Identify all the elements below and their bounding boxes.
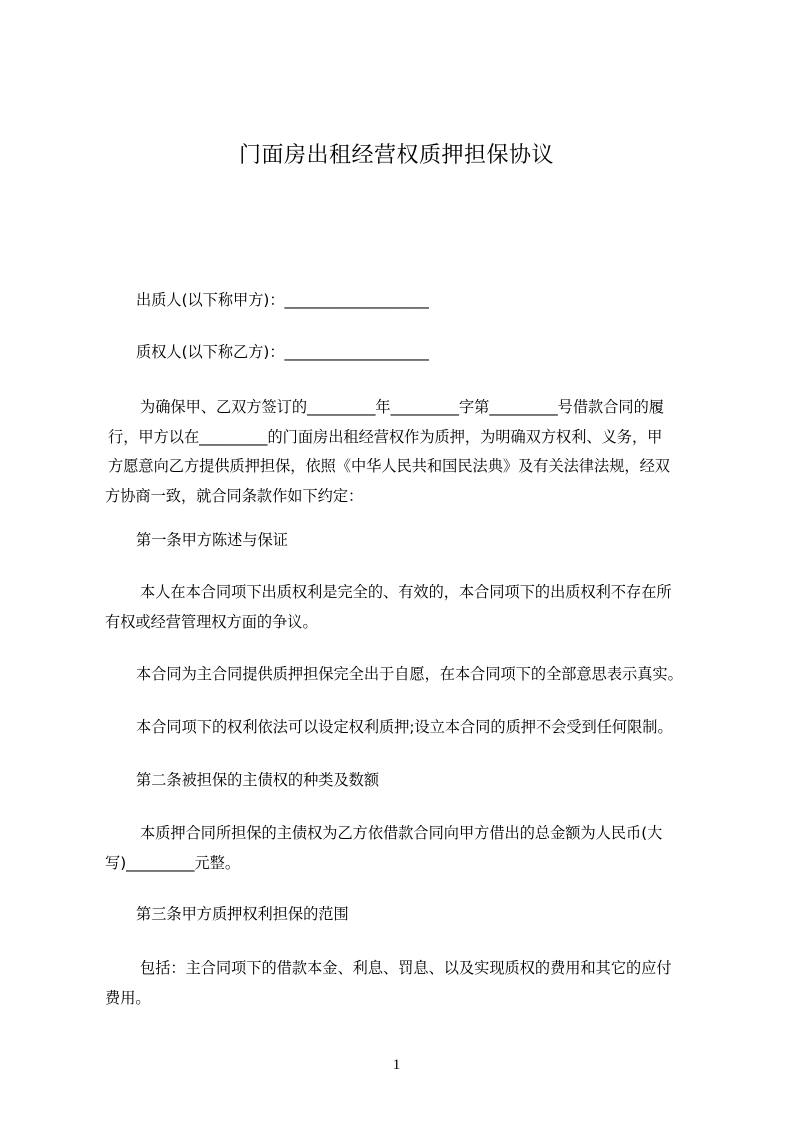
article1-para1-line: 有权或经营管理权方面的争议。 <box>105 612 318 631</box>
article2-para-line: 写)_________元整。 <box>105 853 241 872</box>
pledgor-line: 出质人(以下称甲方)：___________________ <box>136 291 429 309</box>
intro-line: 方协商一致，就合同条款作如下约定： <box>105 486 364 505</box>
article3-heading: 第三条甲方质押权利担保的范围 <box>136 905 349 923</box>
intro-line: 为确保甲、乙双方签订的_________年_________字第_________号借款合同的履 <box>140 398 664 416</box>
pledgee-line: 质权人(以下称乙方)：___________________ <box>136 343 429 361</box>
article3-paragraph <box>105 954 705 1013</box>
intro-paragraph <box>105 393 705 511</box>
article3-para-line: 费用。 <box>105 988 151 1007</box>
article2-heading: 第二条被担保的主债权的种类及数额 <box>136 771 379 789</box>
article3-para-line: 包括：主合同项下的借款本金、利息、罚息、以及实现质权的费用和其它的应付 <box>140 959 672 977</box>
article2-para-line: 本质押合同所担保的主债权为乙方依借款合同向甲方借出的总金额为人民币(大 <box>140 824 663 842</box>
intro-line: 方愿意向乙方提供质押担保，依照《中华人民共和国民法典》及有关法律法规，经双 <box>108 457 670 475</box>
page-number: 1 <box>392 1057 401 1073</box>
article1-paragraph-2 <box>105 660 705 690</box>
article1-heading: 第一条甲方陈述与保证 <box>136 531 288 549</box>
article1-paragraph-1 <box>105 578 705 637</box>
article1-para2-text: 本合同为主合同提供质押担保完全出于自愿，在本合同项下的全部意思表示真实。 <box>136 665 683 683</box>
article2-paragraph <box>105 819 705 878</box>
article1-paragraph-3 <box>105 713 705 743</box>
intro-line: 行，甲方以在_________的门面房出租经营权作为质押，为明确双方权利、义务，甲 <box>108 427 663 446</box>
article1-para3-text: 本合同项下的权利依法可以设定权利质押;设立本合同的质押不会受到任何限制。 <box>136 718 673 736</box>
article1-para1-line: 本人在本合同项下出质权利是完全的、有效的，本合同项下的出质权利不存在所 <box>140 583 672 601</box>
document-title: 门面房出租经营权质押担保协议 <box>238 143 554 168</box>
